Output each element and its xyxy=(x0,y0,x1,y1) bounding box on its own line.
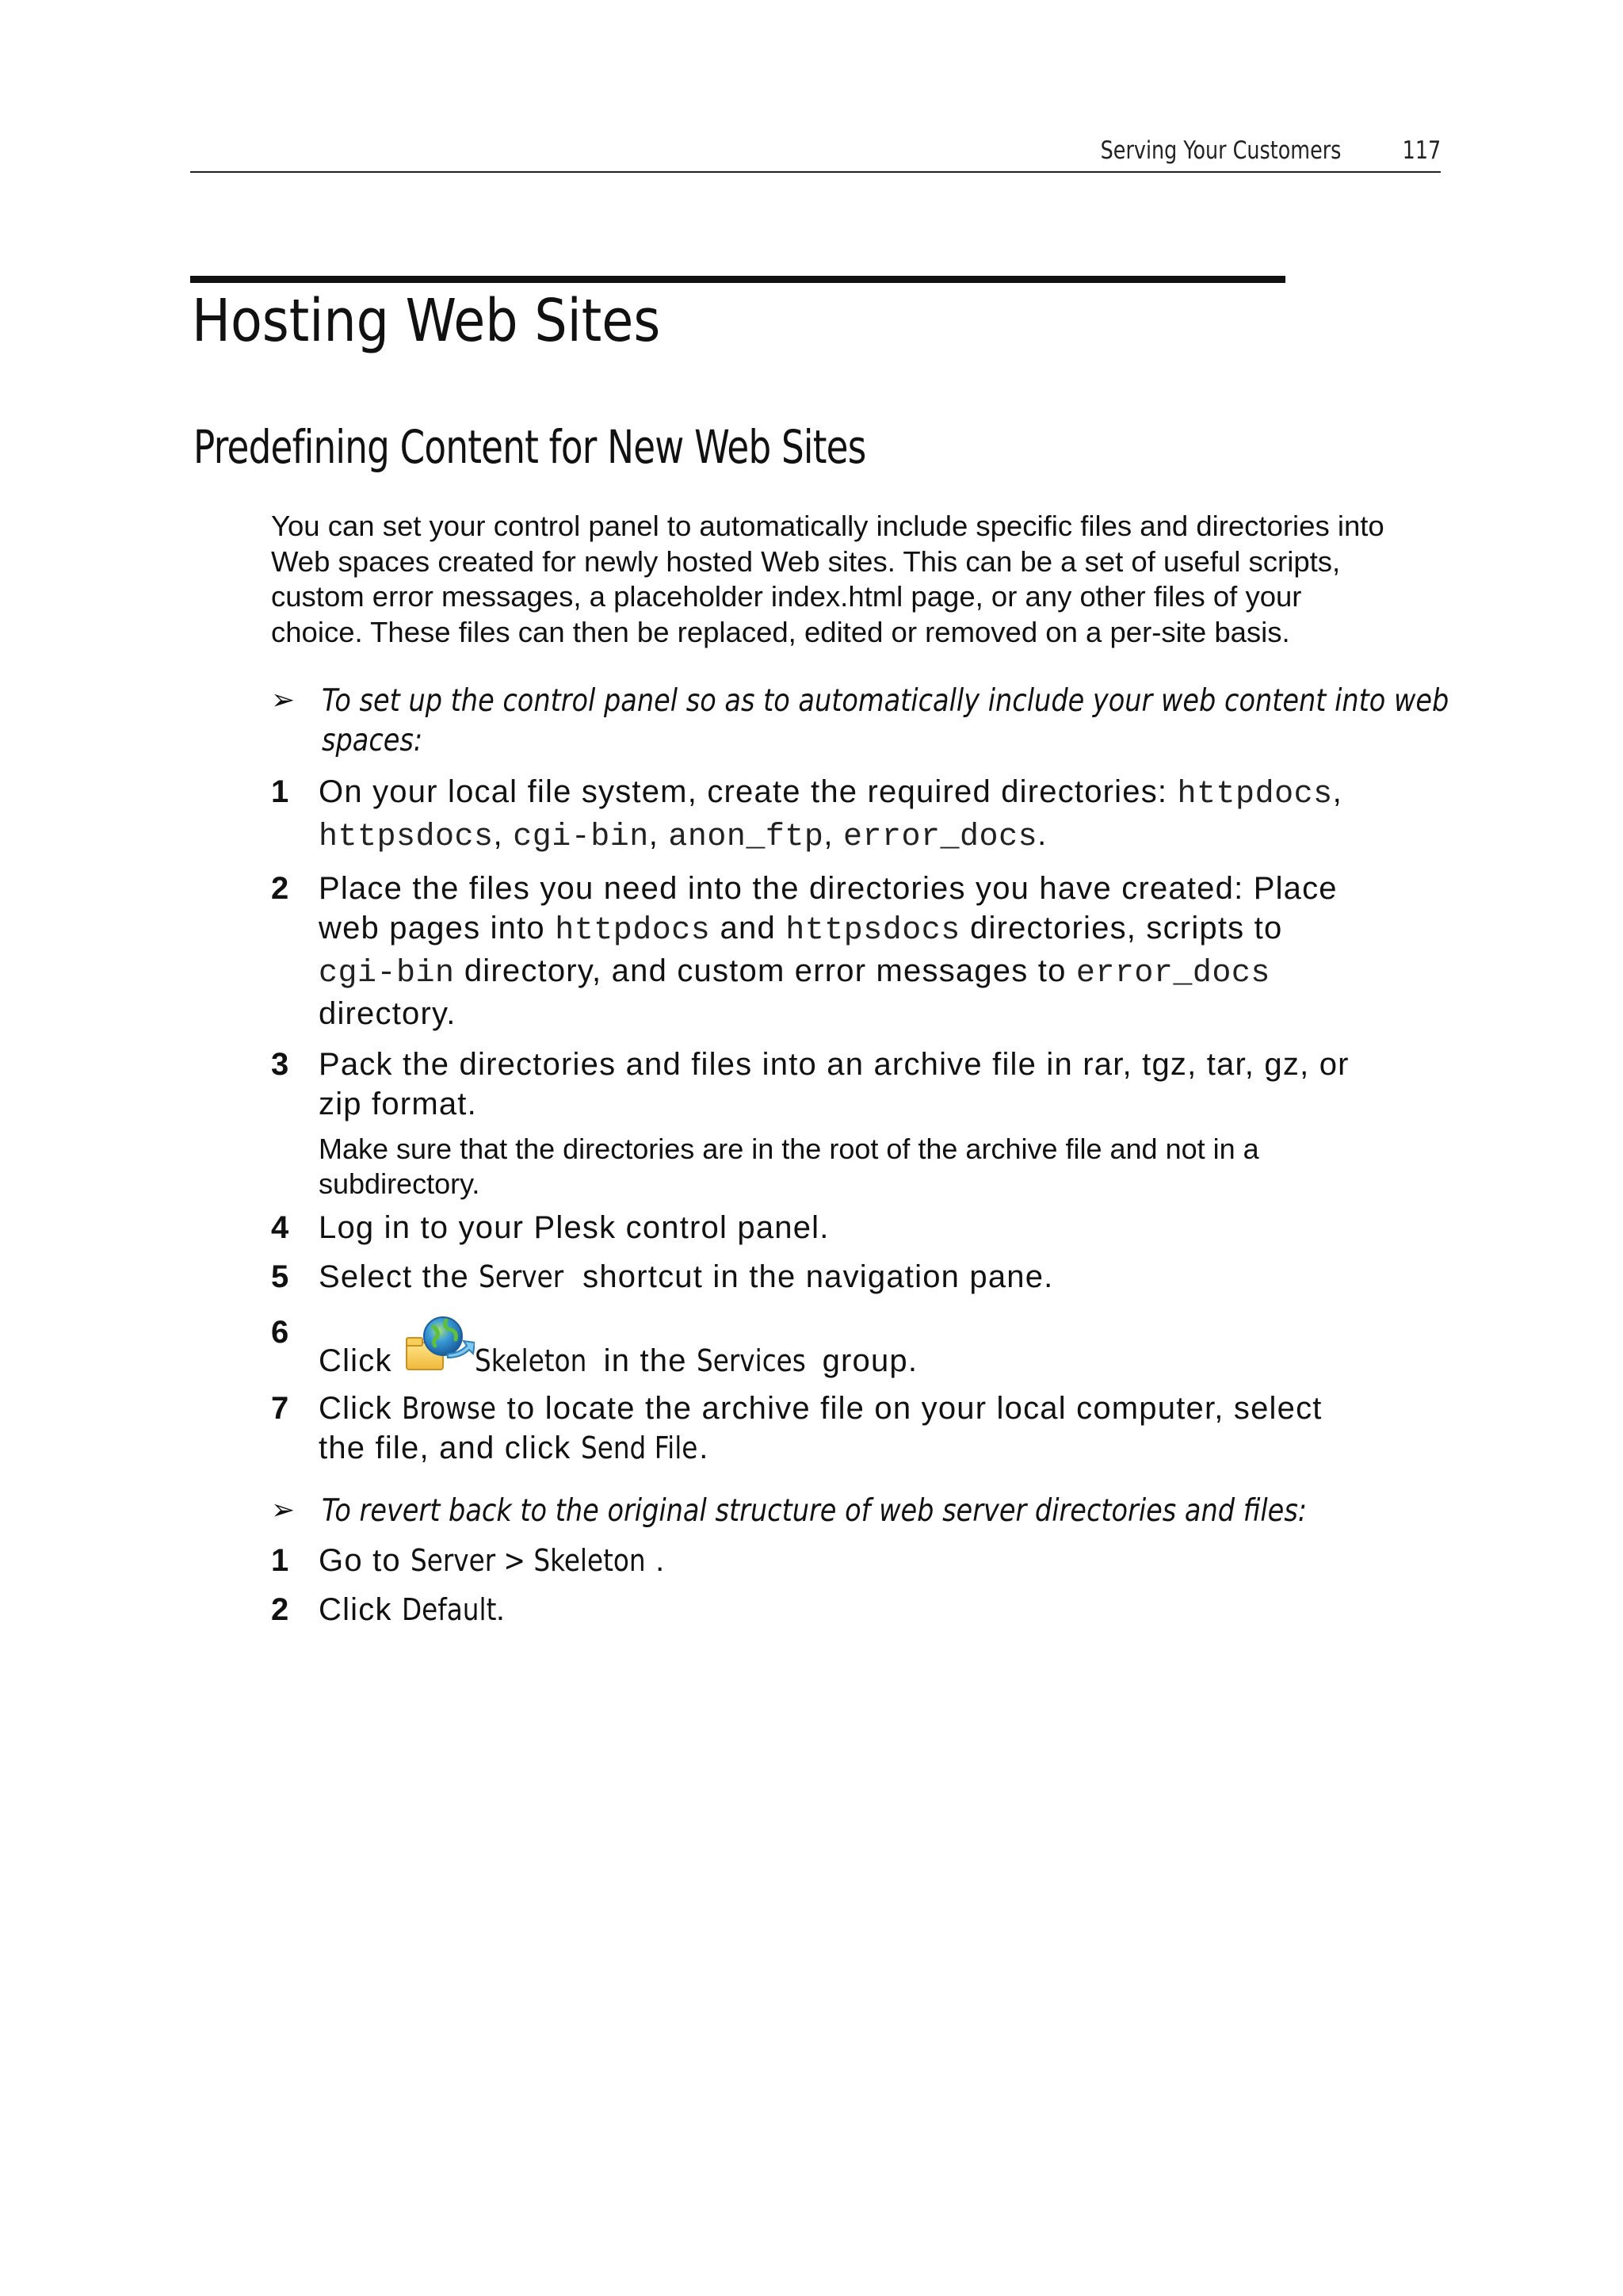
ui-server-label: Server xyxy=(479,1259,564,1294)
step-3: 3 Pack the directories and files into an archive file in rar, tgz, tar, gz, or zip format. xyxy=(271,1045,1444,1124)
running-header xyxy=(190,133,1441,173)
body-content xyxy=(271,509,1449,1629)
procedure-heading-text: To revert back to the original structure of web server directories and files: xyxy=(322,1493,1308,1529)
procedure-heading-revert xyxy=(271,1492,1444,1531)
skeleton-globe-folder-icon xyxy=(402,1312,475,1382)
step-1: 1 On your local file system, create the required directories: httpdocs, httpsdocs, cgi-bin, anon_ftp, error_docs. xyxy=(271,772,1444,858)
intro-paragraph xyxy=(271,509,1444,650)
header-section-title: Serving Your Customers xyxy=(1100,136,1341,165)
ui-browse-label: Browse xyxy=(401,1391,496,1426)
revert-step-1: 1 Go to Server > Skeleton . xyxy=(271,1541,1444,1580)
step-number: 5 xyxy=(271,1259,289,1294)
code-httpdocs: httpdocs xyxy=(555,913,711,949)
arrow-bullet-icon: ➢ xyxy=(271,1493,296,1526)
step-number: 1 xyxy=(271,774,289,809)
procedure-heading-setup xyxy=(271,682,1449,761)
revert-step-2: 2 Click Default. xyxy=(271,1590,1444,1629)
code-anon-ftp: anon_ftp xyxy=(668,819,824,855)
procedure-heading-text: To set up the control panel so as to automatically include your web content into web spaces: xyxy=(322,683,1449,758)
ui-skeleton-label: Skeleton xyxy=(474,1343,587,1378)
step-number: 2 xyxy=(271,871,289,906)
intro-line: You can set your control panel to automatically include specific files and directories into xyxy=(271,510,1384,542)
code-httpsdocs: httpsdocs xyxy=(319,819,494,855)
step-2: 2 Place the files you need into the directories you have created: Place web pages into httpdocs and httpsdocs directories, scripts to cgi-bin directory, and custom error messages to error_docs directory. xyxy=(271,869,1444,1033)
step-number: 6 xyxy=(271,1315,289,1350)
ui-server-skeleton-path: Server > Skeleton xyxy=(411,1543,646,1578)
step-number: 2 xyxy=(271,1592,289,1627)
arrow-bullet-icon: ➢ xyxy=(271,683,296,716)
ui-send-file-label: Send File xyxy=(580,1431,698,1465)
code-error-docs: error_docs xyxy=(843,819,1038,855)
intro-line: choice. These files can then be replaced, edited or removed on a per-site basis. xyxy=(271,615,1290,648)
chapter-title: Hosting Web Sites xyxy=(192,287,661,355)
code-cgi-bin: cgi-bin xyxy=(513,819,649,855)
step-number: 1 xyxy=(271,1543,289,1578)
step-6: 6 Click Skeleton in the Services group. xyxy=(271,1312,1444,1382)
code-httpdocs: httpdocs xyxy=(1177,777,1333,812)
intro-line: Web spaces created for newly hosted Web sites. This can be a set of useful scripts, xyxy=(271,544,1341,578)
step-number: 4 xyxy=(271,1210,289,1245)
step-4: 4 Log in to your Plesk control panel. xyxy=(271,1208,1444,1247)
title-rule xyxy=(190,276,1285,283)
section-title: Predefining Content for New Web Sites xyxy=(193,420,866,474)
intro-line: custom error messages, a placeholder index.html page, or any other files of your xyxy=(271,580,1302,613)
step-number: 3 xyxy=(271,1047,289,1082)
step-3-note: Make sure that the directories are in the root of the archive file and not in a subdirectory. xyxy=(319,1133,1259,1200)
step-5: 5 Select the Server shortcut in the navigation pane. xyxy=(271,1257,1444,1297)
code-cgi-bin: cgi-bin xyxy=(319,956,455,991)
code-httpsdocs: httpsdocs xyxy=(785,913,960,949)
ui-services-label: Services xyxy=(697,1343,806,1378)
step-7: 7 Click Browse to locate the archive file on your local computer, select the file, and click Send File. xyxy=(271,1389,1444,1468)
step-number: 7 xyxy=(271,1391,289,1426)
page-number: 117 xyxy=(1402,136,1441,165)
ui-default-label: Default xyxy=(401,1592,497,1627)
code-error-docs: error_docs xyxy=(1075,956,1270,991)
